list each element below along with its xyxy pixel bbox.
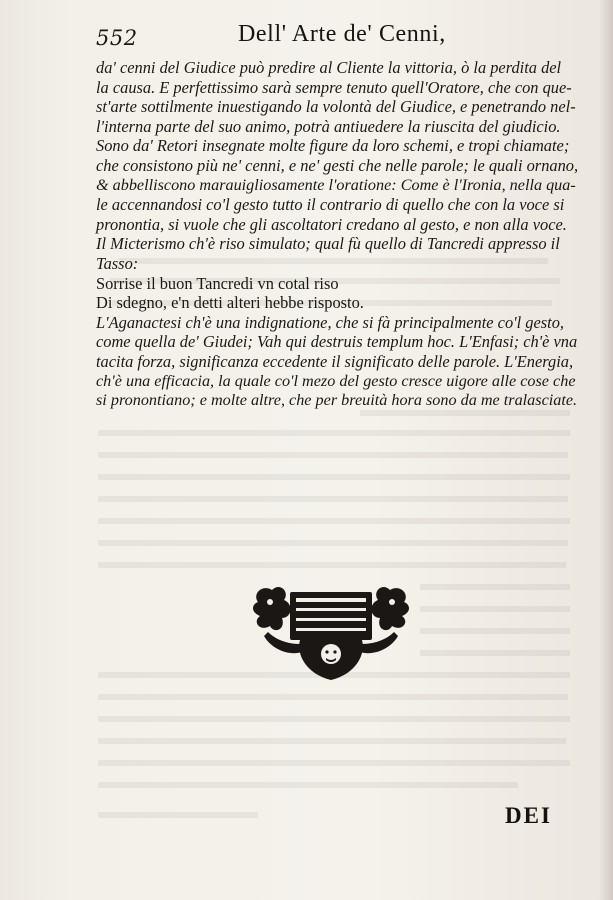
main-text-block [96,58,580,411]
text-line: ch'è una efficacia, la quale co'l mezo del gesto cresce uigore alle cose che [96,371,576,390]
page-number: 552 [96,26,138,50]
running-title: Dell' Arte de' Cenni, [238,21,446,47]
text-line: come quella de' Giudei; Vah qui destruis templum hoc. L'Enfasi; ch'è vna [96,332,578,352]
text-line: Sono da' Retori insegnate molte figure da loro schemi, e tropi chiamate; [96,136,570,156]
running-head [0,18,613,52]
text-line: st'arte sottilmente inuestigando la volontà del Giudice, e penetrando nel- [96,97,576,117]
catchword: DEI [505,803,552,828]
text-line: Tasso: [96,253,139,273]
text-line: che consistono più ne' cenni, e ne' gesti che nelle parole; le quali ornano, [96,155,579,175]
text-line: Il Micterismo ch'è riso simulato; qual fù quello di Tancredi appresso il [96,234,560,254]
text-line: si pronontiano; e molte altre, che per breuità hora sono da me tralasciate. [96,391,578,410]
verse-line: Di sdegno, e'n detti alteri hebbe risposto. [96,293,364,313]
verse-line: Sorrise il buon Tancredi vn cotal riso [96,273,339,293]
text-line: l'interna parte del suo animo, potrà antiuedere la riuscita del giudicio. [96,116,561,136]
text-line: le accennandosi co'l gesto tutto il contrario di quello che con la voce si [96,195,565,215]
text-line: tacita forza, significanza eccedente il significato delle parole. L'Energia, [96,351,574,371]
text-line: da' cenni del Giudice può predire al Cliente la vittoria, ò la perdita del [96,58,562,77]
text-line: la causa. E perfettissimo sarà sempre tenuto quell'Oratore, che con que- [96,77,572,97]
woodcut-headpiece-ornament-icon [250,578,412,682]
text-line: pronontia, si vuole che gli ascoltatori credano al gesto, e non alla voce. [96,214,567,234]
text-line: & abbelliscono marauigliosamente l'oratione: Come è l'Ironia, nella qua- [96,175,576,194]
page-edge-shadow [599,0,613,900]
text-line: L'Aganactesi ch'è una indignatione, che si fà principalmente co'l gesto, [96,312,565,332]
